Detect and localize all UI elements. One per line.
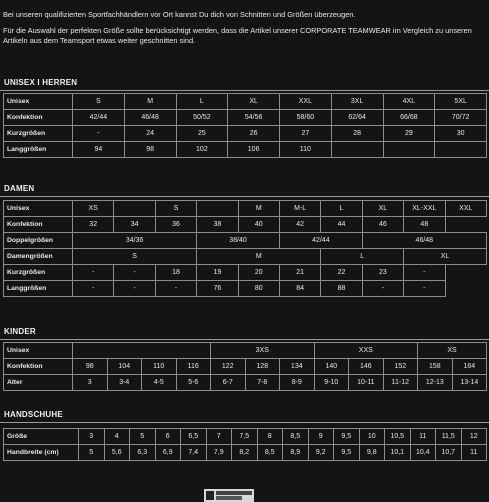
table-row <box>4 359 487 375</box>
table-row <box>4 217 487 233</box>
section-divider <box>0 339 489 340</box>
table-cell: 34/36 <box>73 233 197 249</box>
table-cell: XL <box>362 201 403 217</box>
table-cell: 7,4 <box>181 445 207 461</box>
intro-text <box>3 10 487 46</box>
row-label: Konfektion <box>4 217 73 233</box>
table-row <box>4 375 487 391</box>
table-cell <box>435 142 487 158</box>
table-cell: 10,5 <box>385 429 411 445</box>
table-cell: 46 <box>362 217 403 233</box>
table-cell: 11-12 <box>383 375 418 391</box>
table-row <box>4 233 487 249</box>
table-cell <box>73 343 211 359</box>
table-cell: 7 <box>206 429 232 445</box>
section-divider <box>0 196 489 197</box>
table-cell: 146 <box>349 359 384 375</box>
table-cell: 8 <box>257 429 283 445</box>
table-cell: 11 <box>461 445 487 461</box>
table-cell: 34 <box>114 217 155 233</box>
table-unisex-herren <box>3 93 487 158</box>
table-cell: 140 <box>314 359 349 375</box>
table-cell: - <box>404 281 445 297</box>
table-row <box>4 110 487 126</box>
row-label: Kurzgrößen <box>4 126 73 142</box>
table-cell: 10-11 <box>349 375 384 391</box>
intro-line-1: Bei unseren qualifizierten Sportfachhändlern vor Ort kannst Du dich von Schnitten und Größen überzeugen. <box>3 10 356 19</box>
table-cell: 62/64 <box>331 110 383 126</box>
section-title-kinder: KINDER <box>4 327 36 336</box>
table-cell: XXL <box>280 94 332 110</box>
table-cell: 3XL <box>331 94 383 110</box>
table-row <box>4 126 487 142</box>
table-cell: 38 <box>197 217 238 233</box>
table-cell: 5-6 <box>176 375 211 391</box>
table-cell: 10 <box>359 429 385 445</box>
table-row <box>4 343 487 359</box>
table-cell: 12-13 <box>418 375 453 391</box>
table-cell: S <box>73 249 197 265</box>
table-cell <box>114 201 155 217</box>
table-cell: 66/68 <box>383 110 435 126</box>
table-cell: 5XL <box>435 94 487 110</box>
table-cell: L <box>176 94 228 110</box>
table-cell: 20 <box>238 265 279 281</box>
row-label: Langgrößen <box>4 281 73 297</box>
table-cell: - <box>155 281 196 297</box>
table-cell: 9,2 <box>308 445 334 461</box>
table-cell <box>331 142 383 158</box>
table-cell: 9-10 <box>314 375 349 391</box>
table-cell: 164 <box>452 359 487 375</box>
brand-logo <box>204 489 254 502</box>
table-cell: 8,5 <box>257 445 283 461</box>
section-title-unisex-herren: UNISEX I HERREN <box>4 78 78 87</box>
table-cell: 6-7 <box>211 375 246 391</box>
row-label: Damengrößen <box>4 249 73 265</box>
section-divider <box>0 90 489 91</box>
table-cell: - <box>114 265 155 281</box>
table-cell: 98 <box>124 142 176 158</box>
table-cell: 21 <box>279 265 320 281</box>
table-cell: 9,5 <box>334 429 360 445</box>
table-cell: 38/40 <box>197 233 280 249</box>
table-cell: - <box>362 281 403 297</box>
table-cell: S <box>155 201 196 217</box>
table-cell: 152 <box>383 359 418 375</box>
table-cell: 8,5 <box>283 429 309 445</box>
table-cell: S <box>73 94 125 110</box>
table-cell: 40 <box>238 217 279 233</box>
table-cell: 54/56 <box>228 110 280 126</box>
table-cell: - <box>73 281 114 297</box>
table-cell: 122 <box>211 359 246 375</box>
section-title-handschuhe: HANDSCHUHE <box>4 410 63 419</box>
table-cell: 7,9 <box>206 445 232 461</box>
table-cell: 134 <box>280 359 315 375</box>
table-cell: 104 <box>107 359 142 375</box>
table-cell: 32 <box>73 217 114 233</box>
row-label: Langgrößen <box>4 142 73 158</box>
table-cell: 4-5 <box>142 375 177 391</box>
intro-line-2: Für die Auswahl der perfekten Größe sollte berücksichtigt werden, dass die Artikel unserer CORPORATE TEAMWEAR im Vergleich zu unseren Artikeln aus dem Teamsport etwas weiter geschnitten sind. <box>3 26 472 45</box>
table-cell: 42/44 <box>279 233 362 249</box>
table-cell: 36 <box>155 217 196 233</box>
table-cell: L <box>321 249 404 265</box>
table-cell: XS <box>73 201 114 217</box>
table-cell: 3-4 <box>107 375 142 391</box>
table-cell: 102 <box>176 142 228 158</box>
table-row <box>4 445 487 461</box>
table-cell: 6,9 <box>155 445 181 461</box>
table-cell: 46/48 <box>362 233 486 249</box>
table-cell: 94 <box>73 142 125 158</box>
table-cell: 88 <box>321 281 362 297</box>
table-cell: 11 <box>410 429 436 445</box>
table-cell: 30 <box>435 126 487 142</box>
table-cell: 9,8 <box>359 445 385 461</box>
row-label: Konfektion <box>4 110 73 126</box>
table-cell: 48 <box>404 217 445 233</box>
table-cell: M <box>197 249 321 265</box>
table-kinder <box>3 342 487 391</box>
table-cell: 18 <box>155 265 196 281</box>
table-cell: 29 <box>383 126 435 142</box>
table-cell: 128 <box>245 359 280 375</box>
table-cell: 42/44 <box>73 110 125 126</box>
table-cell: - <box>114 281 155 297</box>
table-cell: 3 <box>79 429 105 445</box>
section-title-damen: DAMEN <box>4 184 35 193</box>
table-cell: 26 <box>228 126 280 142</box>
table-cell: L <box>321 201 362 217</box>
table-damen <box>3 200 487 297</box>
table-cell: 98 <box>73 359 108 375</box>
table-cell: 3 <box>73 375 108 391</box>
table-cell: - <box>404 265 445 281</box>
table-cell: 25 <box>176 126 228 142</box>
table-cell: 80 <box>238 281 279 297</box>
table-cell: XXL <box>445 201 486 217</box>
table-cell: 6,3 <box>130 445 156 461</box>
table-cell: 23 <box>362 265 403 281</box>
table-cell: 5,6 <box>104 445 130 461</box>
table-cell: 13-14 <box>452 375 487 391</box>
table-cell: 5 <box>130 429 156 445</box>
table-cell: XL-XXL <box>404 201 445 217</box>
row-label: Unisex <box>4 343 73 359</box>
table-cell: XXS <box>314 343 418 359</box>
table-cell: - <box>73 265 114 281</box>
table-cell: XL <box>228 94 280 110</box>
table-cell: M <box>238 201 279 217</box>
row-label: Kurzgrößen <box>4 265 73 281</box>
table-cell: 3XS <box>211 343 315 359</box>
table-cell: 44 <box>321 217 362 233</box>
table-cell: M <box>124 94 176 110</box>
row-label: Konfektion <box>4 359 73 375</box>
section-divider <box>0 422 489 423</box>
table-cell: XS <box>418 343 487 359</box>
table-cell: 5 <box>79 445 105 461</box>
table-cell: 10,4 <box>410 445 436 461</box>
table-row <box>4 429 487 445</box>
row-label: Unisex <box>4 201 73 217</box>
table-cell <box>197 201 238 217</box>
table-cell: 8,9 <box>283 445 309 461</box>
table-cell <box>383 142 435 158</box>
table-cell: 46/48 <box>124 110 176 126</box>
row-label: Unisex <box>4 94 73 110</box>
table-cell: 8-9 <box>280 375 315 391</box>
table-row <box>4 142 487 158</box>
table-row <box>4 281 487 297</box>
row-label: Handbreite (cm) <box>4 445 79 461</box>
table-cell: 4XL <box>383 94 435 110</box>
table-cell: 10,7 <box>436 445 462 461</box>
table-row <box>4 94 487 110</box>
table-cell: 42 <box>279 217 320 233</box>
table-cell: 9,5 <box>334 445 360 461</box>
table-cell: M-L <box>279 201 320 217</box>
table-row <box>4 249 487 265</box>
table-cell: 27 <box>280 126 332 142</box>
table-cell: 110 <box>280 142 332 158</box>
table-cell: 4 <box>104 429 130 445</box>
table-cell: 8,2 <box>232 445 258 461</box>
table-cell: 28 <box>331 126 383 142</box>
table-cell: 9 <box>308 429 334 445</box>
table-cell: 10,1 <box>385 445 411 461</box>
table-cell: 116 <box>176 359 211 375</box>
table-handschuhe <box>3 428 487 461</box>
table-row <box>4 201 487 217</box>
table-cell: 6,5 <box>181 429 207 445</box>
table-cell: 6 <box>155 429 181 445</box>
row-label: Alter <box>4 375 73 391</box>
table-cell: 12 <box>461 429 487 445</box>
row-label: Größe <box>4 429 79 445</box>
table-cell: 58/60 <box>280 110 332 126</box>
table-cell: 106 <box>228 142 280 158</box>
table-cell: 19 <box>197 265 238 281</box>
table-cell: 7,5 <box>232 429 258 445</box>
table-cell: 110 <box>142 359 177 375</box>
table-cell: 24 <box>124 126 176 142</box>
table-cell: - <box>73 126 125 142</box>
table-cell: 84 <box>279 281 320 297</box>
row-label: Doppelgrößen <box>4 233 73 249</box>
table-cell: XL <box>404 249 487 265</box>
table-cell: 76 <box>197 281 238 297</box>
table-cell: 50/52 <box>176 110 228 126</box>
table-cell: 11,5 <box>436 429 462 445</box>
table-cell: 7-8 <box>245 375 280 391</box>
table-cell: 158 <box>418 359 453 375</box>
table-cell: 70/72 <box>435 110 487 126</box>
table-row <box>4 265 487 281</box>
table-cell: 22 <box>321 265 362 281</box>
